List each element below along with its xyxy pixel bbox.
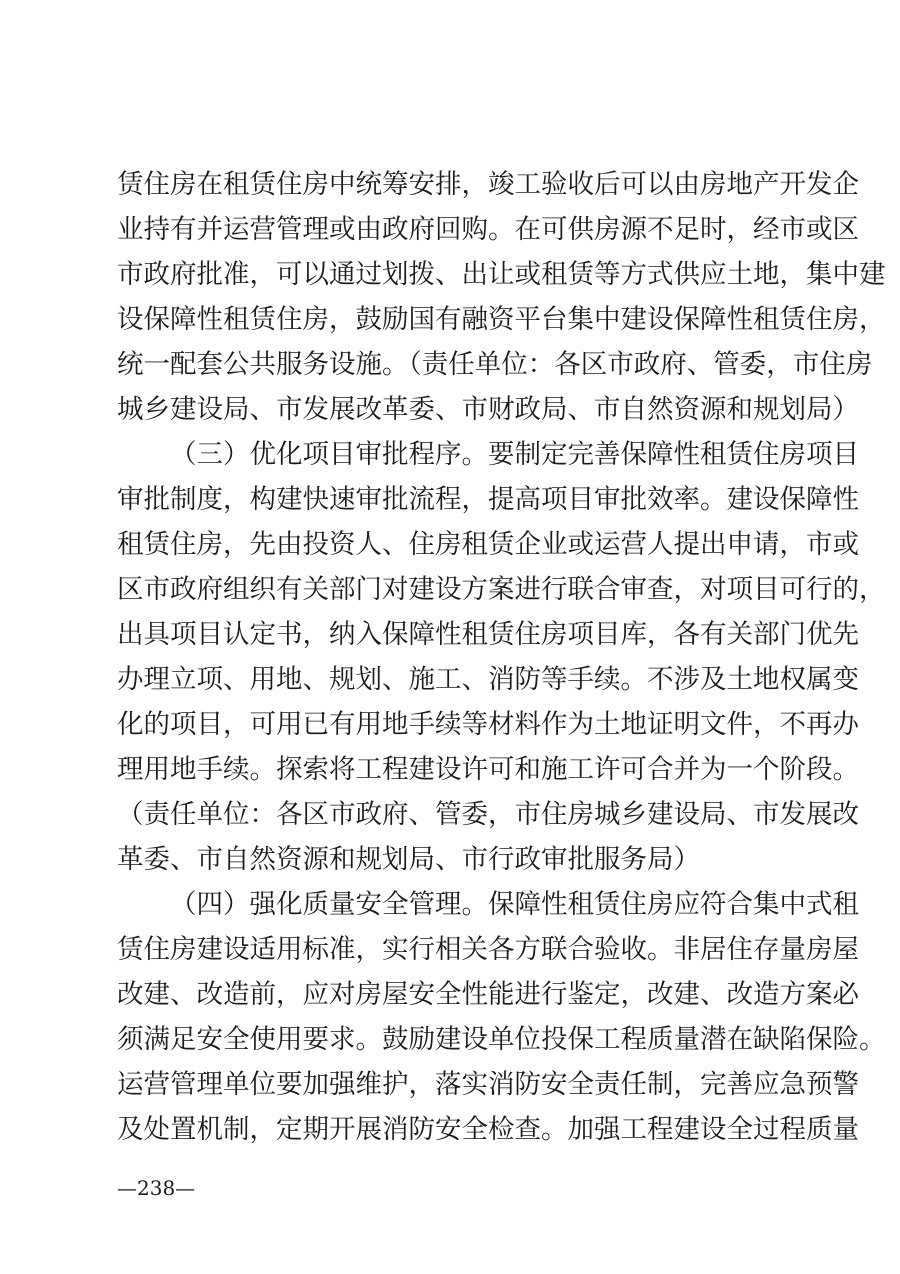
text-line: 审批制度，构建快速审批流程，提高项目审批效率。建设保障性 bbox=[117, 484, 859, 515]
text-line: 改建、改造前，应对房屋安全性能进行鉴定，改建、改造方案必 bbox=[117, 979, 859, 1010]
text-line: 化的项目，可用已有用地手续等材料作为土地证明文件，不再办 bbox=[117, 709, 859, 740]
text-line: 租赁住房，先由投资人、住房租赁企业或运营人提出申请，市或 bbox=[117, 529, 859, 560]
paragraph-heading-line: （三）优化项目审批程序。要制定完善保障性租赁住房项目 bbox=[170, 439, 859, 470]
text-line: （责任单位：各区市政府、管委，市住房城乡建设局、市发展改 bbox=[117, 799, 859, 830]
text-line: 城乡建设局、市发展改革委、市财政局、市自然资源和规划局） bbox=[117, 394, 859, 425]
paragraph-heading-line: （四）强化质量安全管理。保障性租赁住房应符合集中式租 bbox=[170, 889, 859, 920]
text-line: 出具项目认定书，纳入保障性租赁住房项目库，各有关部门优先 bbox=[117, 619, 859, 650]
text-line: 统一配套公共服务设施。（责任单位：各区市政府、管委，市住房 bbox=[117, 349, 873, 380]
text-line: 运营管理单位要加强维护，落实消防安全责任制，完善应急预警 bbox=[117, 1069, 859, 1100]
text-line: 赁住房建设适用标准，实行相关各方联合验收。非居住存量房屋 bbox=[117, 934, 859, 965]
text-line: 办理立项、用地、规划、施工、消防等手续。不涉及土地权属变 bbox=[117, 664, 859, 695]
text-line: 市政府批准，可以通过划拨、出让或租赁等方式供应土地，集中建 bbox=[117, 259, 886, 290]
text-line: 理用地手续。探索将工程建设许可和施工许可合并为一个阶段。 bbox=[117, 754, 859, 785]
text-line: 区市政府组织有关部门对建设方案进行联合审查，对项目可行的， bbox=[117, 574, 886, 605]
text-line: 设保障性租赁住房，鼓励国有融资平台集中建设保障性租赁住房， bbox=[117, 304, 886, 335]
text-line: 赁住房在租赁住房中统筹安排，竣工验收后可以由房地产开发企 bbox=[117, 169, 859, 200]
text-line: 须满足安全使用要求。鼓励建设单位投保工程质量潜在缺陷保险。 bbox=[117, 1024, 886, 1055]
text-line: 业持有并运营管理或由政府回购。在可供房源不足时，经市或区 bbox=[117, 214, 859, 245]
text-line: 革委、市自然资源和规划局、市行政审批服务局） bbox=[117, 844, 700, 875]
text-line: 及处置机制，定期开展消防安全检查。加强工程建设全过程质量 bbox=[117, 1114, 859, 1145]
page-number: —238— bbox=[117, 1176, 196, 1200]
